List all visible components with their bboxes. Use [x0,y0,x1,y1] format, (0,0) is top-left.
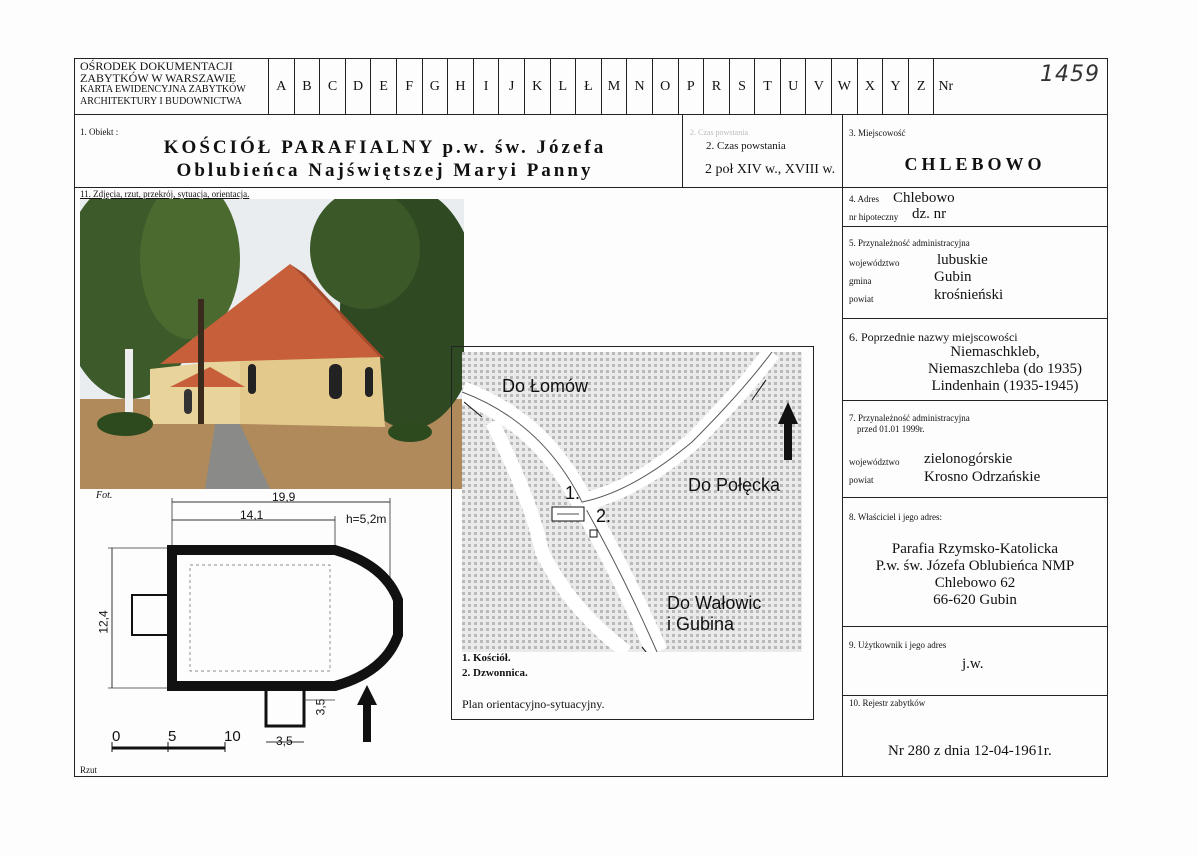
plan-dim-porch-w: 3,5 [276,734,293,748]
sep-6-7 [842,400,1108,401]
letter-cell: U [780,59,806,115]
owner-line2: P.w. św. Józefa Oblubieńca NMP [875,558,1075,574]
old-admin-label1: 7. Przynależność administracyjna [849,413,970,423]
map-caption: Plan orientacyjno-sytuacyjny. [462,697,605,711]
map-legend-2: 2. Dzwonnica. [462,667,528,679]
map-label-walowic [667,593,761,635]
sep-5-6 [842,318,1108,319]
time-label: 2. Czas powstania [706,140,786,152]
letter-cell: N [626,59,652,115]
mortgage-label: nr hipoteczny [849,212,899,222]
letter-cell: Z [908,59,934,115]
map-label-walowic-1: Do Wałowic [667,593,762,613]
admin-powiat-label: powiat [849,294,874,304]
plan-dim-nave: 14,1 [240,508,264,522]
letter-cell: E [370,59,396,115]
sep-4-5 [842,226,1108,227]
sep-7-8 [842,497,1108,498]
prev-name-2: Niemaszchleba (do 1935) [927,361,1083,377]
letter-cell: V [805,59,831,115]
user-label: 9. Użytkownik i jego adres [849,640,947,650]
owner-line1: Parafia Rzymsko-Katolicka [891,541,1059,557]
photo-fot-label: Fot. [96,490,113,501]
time-faded-label: 2. Czas powstania [690,128,748,137]
letter-cell: H [447,59,473,115]
row2-bottom-line [74,187,1108,188]
letter-cell: D [345,59,371,115]
owner-line4: 66-620 Gubin [933,592,1017,608]
letter-cell: R [703,59,729,115]
address-label: 4. Adres [849,194,879,204]
letter-cell: Ł [575,59,601,115]
admin-powiat-value: krośnieński [934,287,1004,303]
old-admin-voiv-label: województwo [849,457,900,467]
floor-plan [80,490,420,760]
photos-label: 11. Zdjęcia, rzut, przekrój, sytuacja, orientacja. [80,189,250,199]
plan-height: h=5,2m [346,512,387,526]
letter-index-strip [268,59,1101,115]
object-name [90,136,680,182]
nr-cell: Nr [933,59,1101,115]
old-admin-voiv-value: zielonogórskie [924,451,1013,467]
header-bottom-line [74,114,1108,115]
letter-cell: F [396,59,422,115]
letter-cell: J [498,59,524,115]
institution-block [80,60,268,108]
sep-8-9 [842,626,1108,627]
handwritten-number: 1459 [1040,62,1100,87]
scale-0: 0 [112,728,121,745]
admin-gmina-value: Gubin [934,269,972,285]
owner-block [843,541,1107,609]
prev-name-1: Niemaschkleb, [950,344,1040,360]
map-label-poleck: Do Połęcka [688,475,781,495]
letter-cell: W [831,59,857,115]
sep-9-10 [842,695,1108,696]
admin-voiv-label: województwo [849,258,900,268]
letter-cell: M [601,59,627,115]
object-label: 1. Obiekt : [80,127,119,137]
letter-cell: G [422,59,448,115]
scale-10: 10 [224,728,241,745]
admin-label: 5. Przynależność administracyjna [849,238,970,248]
plan-dim-width: 12,4 [96,610,111,634]
institution-line2: ZABYTKÓW W WARSZAWIE [80,71,237,85]
letter-cell: I [473,59,499,115]
map-marker-2: 2. [596,506,612,526]
mortgage-value: dz. nr [912,206,947,222]
letter-cell: B [294,59,320,115]
plan-dim-porch-d: 3,5 [313,698,328,716]
institution-line3: KARTA EWIDENCYJNA ZABYTKÓW [80,84,246,95]
letter-cell: K [524,59,550,115]
divider-object-time [682,114,683,187]
prev-name-3: Lindenhain (1935-1945) [931,378,1079,394]
letter-cell: S [729,59,755,115]
letter-cell: X [857,59,883,115]
owner-line3: Chlebowo 62 [934,575,1016,591]
letter-cell: Y [882,59,908,115]
address-value: Chlebowo [893,190,955,206]
map-label-lomow: Do Łomów [502,376,589,396]
letter-cell: O [652,59,678,115]
place-value: CHLEBOWO [904,154,1046,174]
time-value: 2 poł XIV w., XVIII w. [705,162,836,177]
object-name-line2: Oblubieńca Najświętszej Maryi Panny [176,160,594,181]
owner-label: 8. Właściciel i jego adres: [849,512,943,522]
old-admin-powiat-value: Krosno Odrzańskie [924,469,1041,485]
rzut-label: Rzut [80,765,97,775]
plan-dim-total: 19,9 [272,490,296,504]
map-label-walowic-2: i Gubina [667,614,735,634]
object-name-line1: KOŚCIÓŁ PARAFIALNY p.w. św. Józefa [163,137,607,158]
admin-voiv-value: lubuskie [937,252,988,268]
letter-cell: T [754,59,780,115]
map-legend-1: 1. Kościół. [462,652,511,664]
prev-names-block [843,344,1107,395]
user-value: j.w. [962,656,984,672]
church-photo [80,199,464,489]
letter-cell: P [678,59,704,115]
letter-cell: L [550,59,576,115]
old-admin-powiat-label: powiat [849,475,874,485]
scale-5: 5 [168,728,177,745]
prev-names-label: 6. Poprzednie nazwy miejscowości [849,330,1018,344]
divider-time-place [842,114,843,777]
register-value: Nr 280 z dnia 12-04-1961r. [888,743,1052,759]
register-label: 10. Rejestr zabytków [849,698,926,708]
map-marker-1: 1. [565,483,581,503]
old-admin-label2: przed 01.01 1999r. [857,424,925,434]
letter-cell: C [319,59,345,115]
institution-line4: ARCHITEKTURY I BUDOWNICTWA [80,96,242,107]
institution-line1: OŚRODEK DOKUMENTACJI [80,59,233,73]
letter-cell: A [268,59,294,115]
admin-gmina-label: gmina [849,276,872,286]
place-label: 3. Miejscowość [849,128,906,138]
